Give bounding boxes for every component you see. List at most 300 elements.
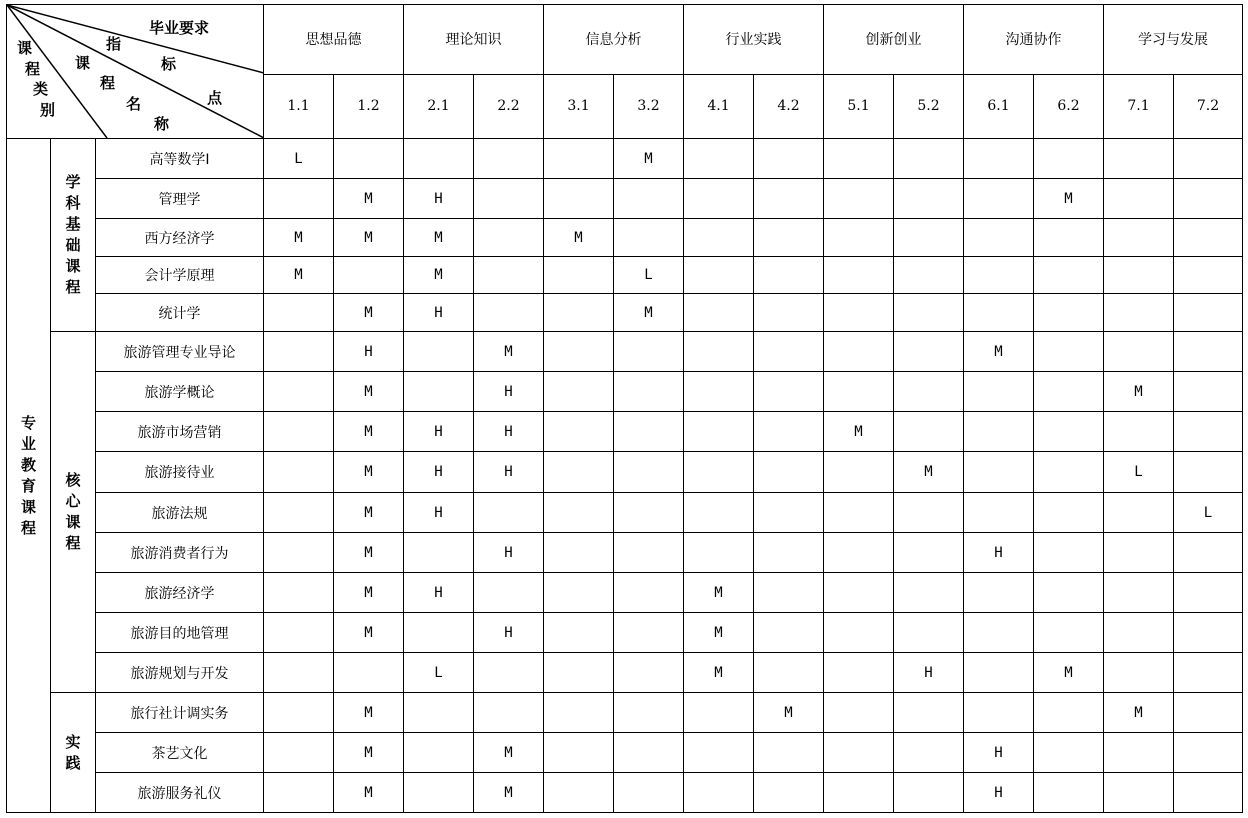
support-level-cell — [404, 332, 474, 372]
support-level-cell — [614, 332, 684, 372]
support-level-cell — [824, 653, 894, 693]
support-level-cell — [544, 179, 614, 219]
support-level-cell: M — [404, 257, 474, 294]
group-header: 学习与发展 — [1104, 5, 1243, 75]
support-level-cell — [824, 613, 894, 653]
support-level-cell — [614, 452, 684, 493]
support-level-cell — [1034, 294, 1104, 332]
support-level-cell — [1174, 773, 1243, 813]
support-level-cell — [894, 693, 964, 733]
support-level-cell: M — [824, 412, 894, 452]
support-level-cell — [964, 452, 1034, 493]
support-level-cell — [474, 257, 544, 294]
support-level-cell: M — [614, 294, 684, 332]
support-level-cell — [1174, 452, 1243, 493]
support-level-cell — [614, 773, 684, 813]
support-level-cell — [684, 257, 754, 294]
support-level-cell: L — [264, 139, 334, 179]
support-level-cell: L — [404, 653, 474, 693]
support-level-cell: M — [334, 294, 404, 332]
support-level-cell — [474, 139, 544, 179]
support-level-cell — [754, 179, 824, 219]
support-level-cell — [684, 773, 754, 813]
support-level-cell — [824, 179, 894, 219]
support-level-cell — [264, 733, 334, 773]
section-label: 核心课程 — [65, 471, 81, 552]
support-level-cell: H — [404, 294, 474, 332]
support-level-cell — [824, 773, 894, 813]
support-level-cell — [1034, 733, 1104, 773]
course-name-cell: 管理学 — [96, 179, 264, 219]
course-name-cell: 统计学 — [96, 294, 264, 332]
course-name-cell: 旅游接待业 — [96, 452, 264, 493]
course-name-cell: 旅游规划与开发 — [96, 653, 264, 693]
support-level-cell: M — [1104, 693, 1174, 733]
indicator-header: 3.1 — [544, 74, 614, 138]
indicator-header: 1.1 — [264, 74, 334, 138]
support-level-cell — [894, 332, 964, 372]
support-level-cell: M — [1104, 372, 1174, 412]
support-level-cell: H — [474, 613, 544, 653]
table-row — [7, 573, 1243, 613]
table-row — [7, 733, 1243, 773]
support-level-cell: H — [334, 332, 404, 372]
support-level-cell — [824, 372, 894, 412]
support-level-cell — [824, 452, 894, 493]
support-level-cell: M — [614, 139, 684, 179]
support-level-cell — [824, 139, 894, 179]
support-level-cell — [404, 533, 474, 573]
support-level-cell: M — [334, 372, 404, 412]
support-level-cell — [544, 733, 614, 773]
support-level-cell: M — [334, 452, 404, 493]
category-label: 专业教育课程 — [20, 413, 36, 537]
support-level-cell — [754, 412, 824, 452]
indicator-header: 5.2 — [894, 74, 964, 138]
support-level-cell: M — [334, 219, 404, 257]
support-level-cell: M — [334, 493, 404, 533]
support-level-cell — [404, 372, 474, 412]
indicator-header: 5.1 — [824, 74, 894, 138]
support-level-cell — [474, 219, 544, 257]
support-level-cell — [684, 219, 754, 257]
support-level-cell — [544, 332, 614, 372]
indicator-header: 6.2 — [1034, 74, 1104, 138]
support-level-cell — [264, 412, 334, 452]
section-label: 学科基础课程 — [65, 173, 81, 296]
support-level-cell — [824, 693, 894, 733]
support-level-cell — [544, 452, 614, 493]
support-level-cell — [824, 573, 894, 613]
support-level-cell — [1034, 773, 1104, 813]
support-level-cell — [684, 412, 754, 452]
support-level-cell: M — [474, 733, 544, 773]
support-level-cell — [894, 412, 964, 452]
support-level-cell — [964, 653, 1034, 693]
support-level-cell — [894, 372, 964, 412]
group-header: 思想品德 — [264, 5, 404, 75]
category-cell — [7, 139, 51, 813]
table-row — [7, 257, 1243, 294]
matrix-body — [7, 139, 1243, 813]
course-name-cell: 旅游管理专业导论 — [96, 332, 264, 372]
support-level-cell: M — [334, 773, 404, 813]
support-level-cell — [684, 533, 754, 573]
support-level-cell — [1104, 179, 1174, 219]
support-level-cell — [754, 773, 824, 813]
course-name-cell: 旅游学概论 — [96, 372, 264, 412]
support-level-cell — [544, 493, 614, 533]
support-level-cell: M — [334, 733, 404, 773]
course-name-cell: 旅游法规 — [96, 493, 264, 533]
support-level-cell — [544, 613, 614, 653]
support-level-cell: M — [544, 219, 614, 257]
indicator-header: 1.2 — [334, 74, 404, 138]
support-level-cell — [684, 733, 754, 773]
support-level-cell — [964, 412, 1034, 452]
course-name-cell: 会计学原理 — [96, 257, 264, 294]
support-level-cell: M — [894, 452, 964, 493]
support-level-cell: M — [264, 219, 334, 257]
support-level-cell — [334, 139, 404, 179]
support-level-cell — [1034, 452, 1104, 493]
course-name-cell: 旅游目的地管理 — [96, 613, 264, 653]
table-row — [7, 332, 1243, 372]
support-level-cell — [614, 533, 684, 573]
support-level-cell — [1174, 219, 1243, 257]
section-label: 实践 — [65, 732, 81, 772]
support-level-cell — [264, 693, 334, 733]
support-level-cell — [264, 653, 334, 693]
support-level-cell — [754, 219, 824, 257]
support-level-cell — [614, 573, 684, 613]
course-name-cell: 西方经济学 — [96, 219, 264, 257]
support-level-cell — [1104, 613, 1174, 653]
table-row — [7, 693, 1243, 733]
course-name-cell: 旅游市场营销 — [96, 412, 264, 452]
support-level-cell: L — [1174, 493, 1243, 533]
indicator-header: 4.2 — [754, 74, 824, 138]
support-level-cell: H — [404, 412, 474, 452]
support-level-cell — [894, 773, 964, 813]
support-level-cell — [964, 179, 1034, 219]
support-level-cell — [1104, 412, 1174, 452]
support-level-cell — [264, 294, 334, 332]
support-level-cell — [1034, 139, 1104, 179]
support-level-cell: M — [1034, 653, 1104, 693]
support-level-cell — [964, 219, 1034, 257]
support-level-cell — [404, 693, 474, 733]
support-level-cell — [404, 613, 474, 653]
support-level-cell — [964, 294, 1034, 332]
support-level-cell — [684, 493, 754, 533]
support-level-cell: M — [334, 693, 404, 733]
support-level-cell — [964, 372, 1034, 412]
support-level-cell — [264, 773, 334, 813]
support-level-cell — [964, 493, 1034, 533]
table-row — [7, 493, 1243, 533]
support-level-cell — [1174, 294, 1243, 332]
support-level-cell: H — [404, 573, 474, 613]
support-level-cell — [1034, 533, 1104, 573]
support-level-cell — [894, 139, 964, 179]
diag-label-indicator-3: 点 — [207, 89, 223, 107]
support-level-cell: L — [614, 257, 684, 294]
support-level-cell — [754, 139, 824, 179]
support-level-cell — [1174, 179, 1243, 219]
support-level-cell — [824, 294, 894, 332]
support-level-cell — [684, 332, 754, 372]
indicator-header: 4.1 — [684, 74, 754, 138]
support-level-cell — [1104, 294, 1174, 332]
support-level-cell — [474, 573, 544, 613]
support-level-cell: M — [754, 693, 824, 733]
support-level-cell — [754, 533, 824, 573]
diag-label-requirement: 毕业要求 — [149, 19, 210, 37]
table-row — [7, 179, 1243, 219]
support-level-cell: M — [404, 219, 474, 257]
support-level-cell — [1174, 372, 1243, 412]
support-level-cell — [1104, 773, 1174, 813]
support-level-cell — [1104, 733, 1174, 773]
support-level-cell — [404, 773, 474, 813]
support-level-cell — [1034, 372, 1104, 412]
course-name-cell: 茶艺文化 — [96, 733, 264, 773]
support-level-cell — [614, 493, 684, 533]
support-level-cell: M — [264, 257, 334, 294]
support-level-cell: M — [334, 533, 404, 573]
support-level-cell — [684, 294, 754, 332]
table-row — [7, 653, 1243, 693]
support-level-cell — [754, 573, 824, 613]
group-header: 沟通协作 — [964, 5, 1104, 75]
support-level-cell — [404, 139, 474, 179]
support-level-cell — [544, 294, 614, 332]
support-level-cell — [1174, 573, 1243, 613]
support-level-cell — [614, 613, 684, 653]
support-level-cell: H — [404, 493, 474, 533]
group-header: 行业实践 — [684, 5, 824, 75]
support-level-cell — [754, 332, 824, 372]
support-level-cell: H — [964, 533, 1034, 573]
support-level-cell: M — [334, 573, 404, 613]
support-level-cell — [894, 493, 964, 533]
table-row — [7, 613, 1243, 653]
support-level-cell: H — [474, 412, 544, 452]
support-level-cell — [894, 733, 964, 773]
support-level-cell — [754, 613, 824, 653]
support-level-cell: H — [404, 452, 474, 493]
indicator-header: 2.2 — [474, 74, 544, 138]
course-name-cell: 旅行社计调实务 — [96, 693, 264, 733]
support-level-cell: H — [474, 533, 544, 573]
support-level-cell — [964, 573, 1034, 613]
support-level-cell — [1174, 693, 1243, 733]
table-row — [7, 773, 1243, 813]
support-level-cell — [614, 219, 684, 257]
table-row — [7, 412, 1243, 452]
diag-label-coursename-2: 程 — [100, 74, 116, 92]
support-level-cell — [544, 693, 614, 733]
support-level-cell — [964, 693, 1034, 733]
support-level-cell — [754, 653, 824, 693]
support-level-cell — [1104, 257, 1174, 294]
support-level-cell — [264, 452, 334, 493]
support-level-cell: L — [1104, 452, 1174, 493]
section-cell — [51, 139, 96, 332]
support-level-cell — [824, 493, 894, 533]
support-level-cell: M — [684, 653, 754, 693]
course-name-cell: 旅游服务礼仪 — [96, 773, 264, 813]
diag-label-coursetype-1: 课 — [17, 39, 33, 57]
table-row — [7, 533, 1243, 573]
diag-label-coursename-3: 名 — [126, 95, 142, 113]
support-level-cell — [264, 332, 334, 372]
support-level-cell — [754, 493, 824, 533]
support-level-cell — [264, 613, 334, 653]
support-level-cell — [1174, 733, 1243, 773]
support-level-cell — [1034, 257, 1104, 294]
diag-label-indicator-1: 指 — [106, 35, 122, 53]
diag-label-coursetype-4: 别 — [40, 101, 56, 119]
support-level-cell — [1034, 573, 1104, 613]
section-cell — [51, 693, 96, 813]
support-level-cell — [894, 179, 964, 219]
support-level-cell — [754, 733, 824, 773]
course-name-cell: 旅游经济学 — [96, 573, 264, 613]
support-level-cell — [754, 294, 824, 332]
support-level-cell — [474, 493, 544, 533]
support-level-cell — [1174, 653, 1243, 693]
support-level-cell — [964, 139, 1034, 179]
support-level-cell — [1104, 653, 1174, 693]
table-row — [7, 219, 1243, 257]
support-level-cell — [264, 493, 334, 533]
support-level-cell — [474, 294, 544, 332]
table-row — [7, 294, 1243, 332]
support-level-cell: M — [334, 412, 404, 452]
support-level-cell — [684, 139, 754, 179]
support-level-cell — [894, 294, 964, 332]
support-level-cell — [1034, 493, 1104, 533]
support-level-cell: M — [334, 613, 404, 653]
support-level-cell: M — [474, 332, 544, 372]
support-level-cell — [894, 573, 964, 613]
support-level-cell — [474, 693, 544, 733]
support-level-cell — [264, 179, 334, 219]
support-level-cell — [684, 452, 754, 493]
group-header: 理论知识 — [404, 5, 544, 75]
support-level-cell — [1174, 257, 1243, 294]
support-level-cell — [614, 412, 684, 452]
support-level-cell: M — [474, 773, 544, 813]
support-level-cell — [964, 613, 1034, 653]
support-level-cell — [474, 653, 544, 693]
support-level-cell — [1034, 613, 1104, 653]
requirement-matrix-table — [6, 4, 1243, 813]
support-level-cell — [1104, 219, 1174, 257]
support-level-cell — [1104, 533, 1174, 573]
diag-label-coursetype-2: 程 — [25, 60, 41, 78]
support-level-cell — [824, 533, 894, 573]
support-level-cell — [264, 573, 334, 613]
course-name-cell: 旅游消费者行为 — [96, 533, 264, 573]
support-level-cell — [894, 257, 964, 294]
support-level-cell — [684, 179, 754, 219]
support-level-cell — [1034, 219, 1104, 257]
indicator-header: 7.2 — [1174, 74, 1243, 138]
diagonal-header-cell — [7, 5, 264, 139]
table-row — [7, 139, 1243, 179]
diag-label-coursetype-3: 类 — [33, 80, 49, 98]
support-level-cell — [404, 733, 474, 773]
support-level-cell: M — [1034, 179, 1104, 219]
indicator-header: 7.1 — [1104, 74, 1174, 138]
support-level-cell — [1034, 693, 1104, 733]
support-level-cell — [264, 372, 334, 412]
support-level-cell — [684, 372, 754, 412]
indicator-header: 3.2 — [614, 74, 684, 138]
support-level-cell — [684, 693, 754, 733]
support-level-cell — [894, 533, 964, 573]
support-level-cell — [894, 613, 964, 653]
support-level-cell — [614, 653, 684, 693]
support-level-cell — [894, 219, 964, 257]
support-level-cell — [1034, 332, 1104, 372]
support-level-cell — [544, 139, 614, 179]
support-level-cell — [614, 733, 684, 773]
support-level-cell — [544, 573, 614, 613]
support-level-cell — [614, 372, 684, 412]
support-level-cell: M — [684, 613, 754, 653]
support-level-cell — [824, 332, 894, 372]
support-level-cell — [614, 693, 684, 733]
support-level-cell: H — [964, 773, 1034, 813]
support-level-cell — [614, 179, 684, 219]
support-level-cell: H — [894, 653, 964, 693]
support-level-cell — [824, 257, 894, 294]
support-level-cell — [474, 179, 544, 219]
table-row — [7, 372, 1243, 412]
support-level-cell — [964, 257, 1034, 294]
support-level-cell — [754, 372, 824, 412]
group-header: 信息分析 — [544, 5, 684, 75]
course-name-cell: 高等数学Ⅰ — [96, 139, 264, 179]
support-level-cell — [334, 257, 404, 294]
support-level-cell — [1104, 493, 1174, 533]
support-level-cell — [544, 257, 614, 294]
table-row — [7, 452, 1243, 493]
group-header: 创新创业 — [824, 5, 964, 75]
support-level-cell — [1174, 533, 1243, 573]
support-level-cell: H — [474, 372, 544, 412]
diag-label-indicator-2: 标 — [161, 55, 177, 73]
indicator-header: 2.1 — [404, 74, 474, 138]
support-level-cell: M — [334, 179, 404, 219]
support-level-cell — [754, 257, 824, 294]
support-level-cell — [1174, 332, 1243, 372]
support-level-cell — [824, 733, 894, 773]
support-level-cell — [1104, 139, 1174, 179]
support-level-cell — [1174, 613, 1243, 653]
support-level-cell — [1104, 332, 1174, 372]
support-level-cell — [1174, 139, 1243, 179]
support-level-cell — [544, 372, 614, 412]
support-level-cell — [1174, 412, 1243, 452]
support-level-cell — [544, 412, 614, 452]
support-level-cell — [824, 219, 894, 257]
support-level-cell — [544, 533, 614, 573]
